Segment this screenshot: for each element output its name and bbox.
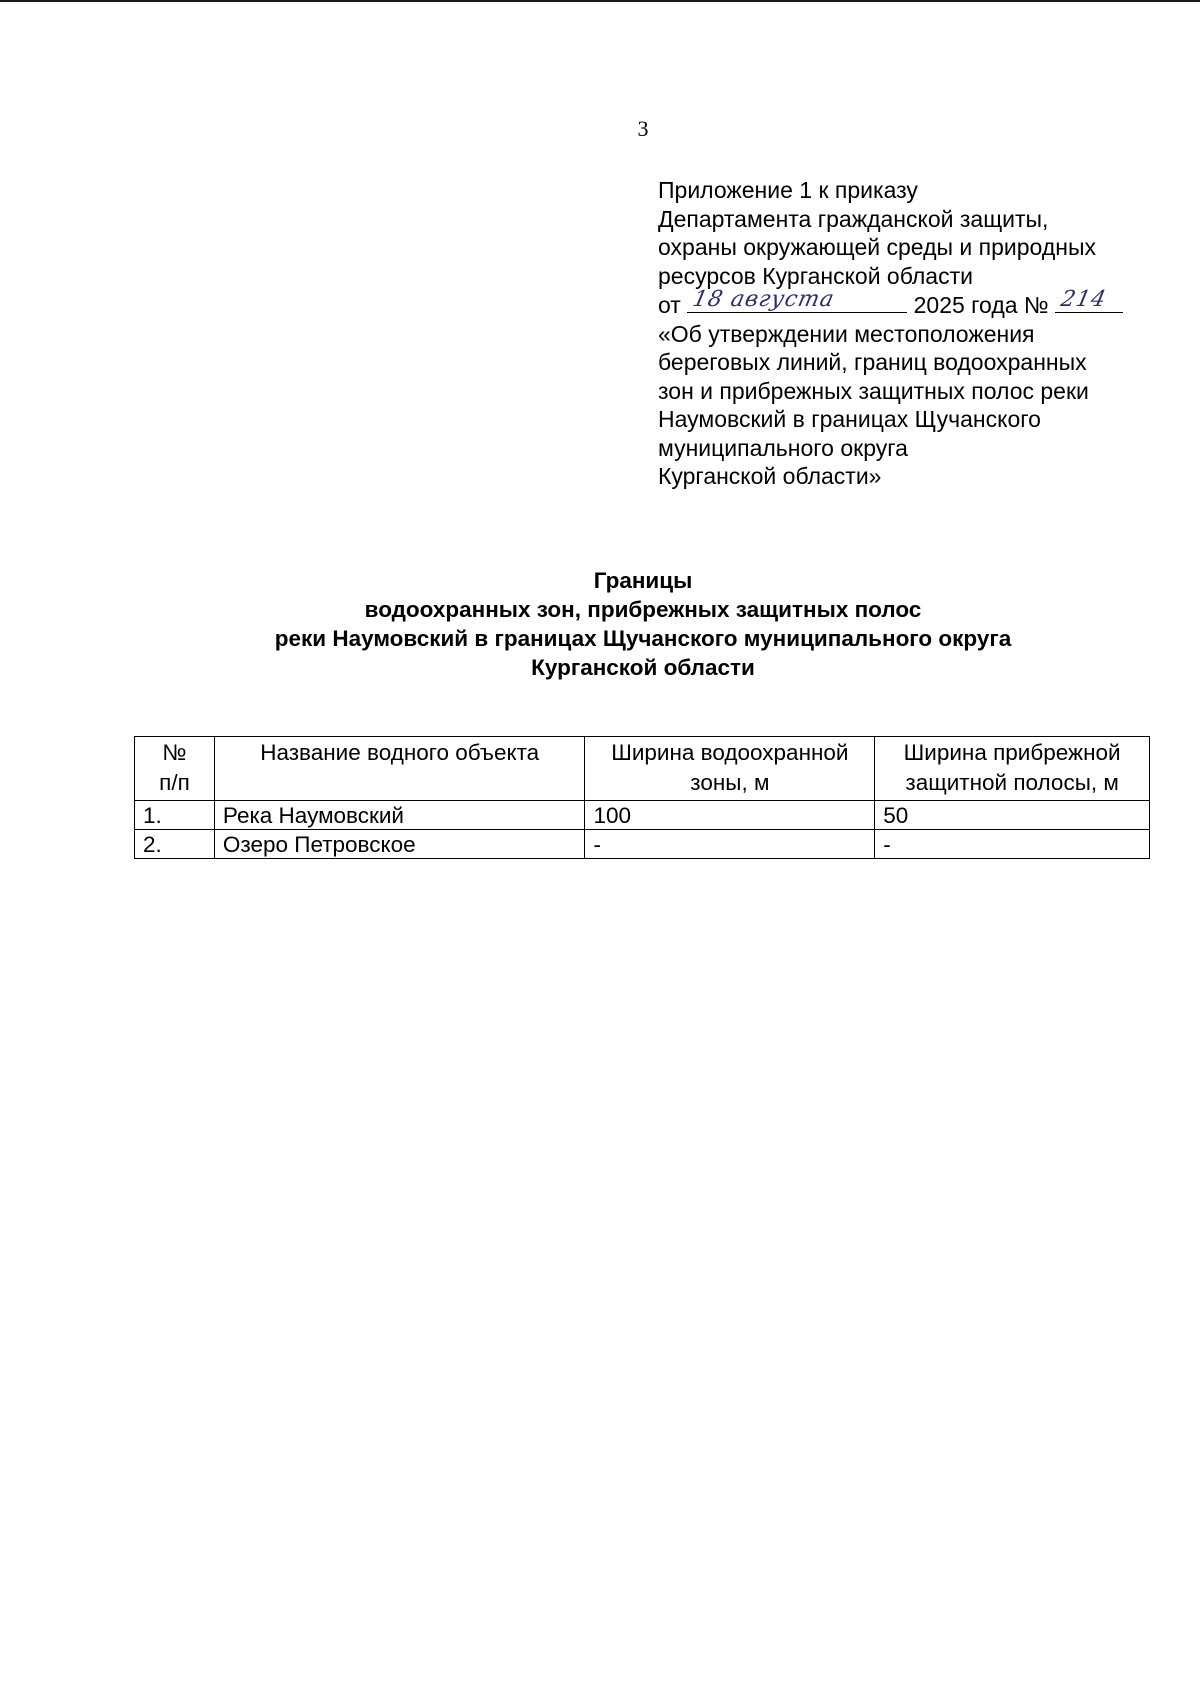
header-name xyxy=(214,737,585,801)
cell-protective-strip-width: 50 xyxy=(875,801,1150,830)
header-water-zone-width xyxy=(585,737,875,801)
table-header-row xyxy=(135,737,1150,801)
annex-block xyxy=(658,176,1178,491)
header-text: п/п xyxy=(159,770,190,795)
document-title xyxy=(0,566,1200,682)
cell-name: Озеро Петровское xyxy=(214,830,585,859)
header-text: защитной полосы, м xyxy=(905,770,1119,795)
title-line: Курганской области xyxy=(531,655,755,680)
header-number xyxy=(135,737,215,801)
cell-number: 2. xyxy=(135,830,215,859)
cell-water-zone-width: 100 xyxy=(585,801,875,830)
year-label: 2025 года № xyxy=(913,292,1049,318)
header-text: Ширина прибрежной xyxy=(903,740,1121,765)
handwritten-date: 18 августа xyxy=(690,286,838,312)
page-number: 3 xyxy=(637,116,649,141)
order-title-line: береговых линий, границ водоохранных xyxy=(658,349,1087,375)
cell-protective-strip-width: - xyxy=(875,830,1150,859)
annex-line: ресурсов Курганской области xyxy=(658,262,973,289)
annex-date-line xyxy=(658,286,1178,320)
title-line: водоохранных зон, прибрежных защитных полос xyxy=(364,597,922,622)
header-text: зоны, м xyxy=(690,770,770,795)
annex-line: Приложение 1 к приказу xyxy=(658,177,918,203)
order-title-line: Наумовский в границах Щучанского xyxy=(658,406,1041,432)
header-text: Ширина водоохранной xyxy=(611,740,849,765)
title-line: Границы xyxy=(593,568,693,593)
order-title-line: зон и прибрежных защитных полос реки xyxy=(658,377,1089,404)
date-prefix: от xyxy=(658,292,681,318)
scan-edge xyxy=(0,0,1200,2)
order-title-line: муниципального округа xyxy=(658,434,908,461)
cell-water-zone-width: - xyxy=(585,830,875,859)
date-blank xyxy=(687,286,907,313)
title-line: реки Наумовский в границах Щучанского муниципального округа xyxy=(274,626,1012,651)
order-title-line: Курганской области» xyxy=(658,463,882,489)
number-blank xyxy=(1055,286,1123,313)
zones-table xyxy=(134,736,1150,859)
order-title-line: «Об утверждении местоположения xyxy=(658,320,1035,347)
annex-line: охраны окружающей среды и природных xyxy=(658,234,1096,260)
table-row xyxy=(135,801,1150,830)
table-row xyxy=(135,830,1150,859)
header-protective-strip-width xyxy=(875,737,1150,801)
header-text: № xyxy=(162,740,187,765)
cell-name: Река Наумовский xyxy=(214,801,585,830)
handwritten-number: 214 xyxy=(1058,286,1109,312)
header-text: Название водного объекта xyxy=(260,740,540,765)
annex-line: Департамента гражданской защиты, xyxy=(658,205,1049,232)
cell-number: 1. xyxy=(135,801,215,830)
